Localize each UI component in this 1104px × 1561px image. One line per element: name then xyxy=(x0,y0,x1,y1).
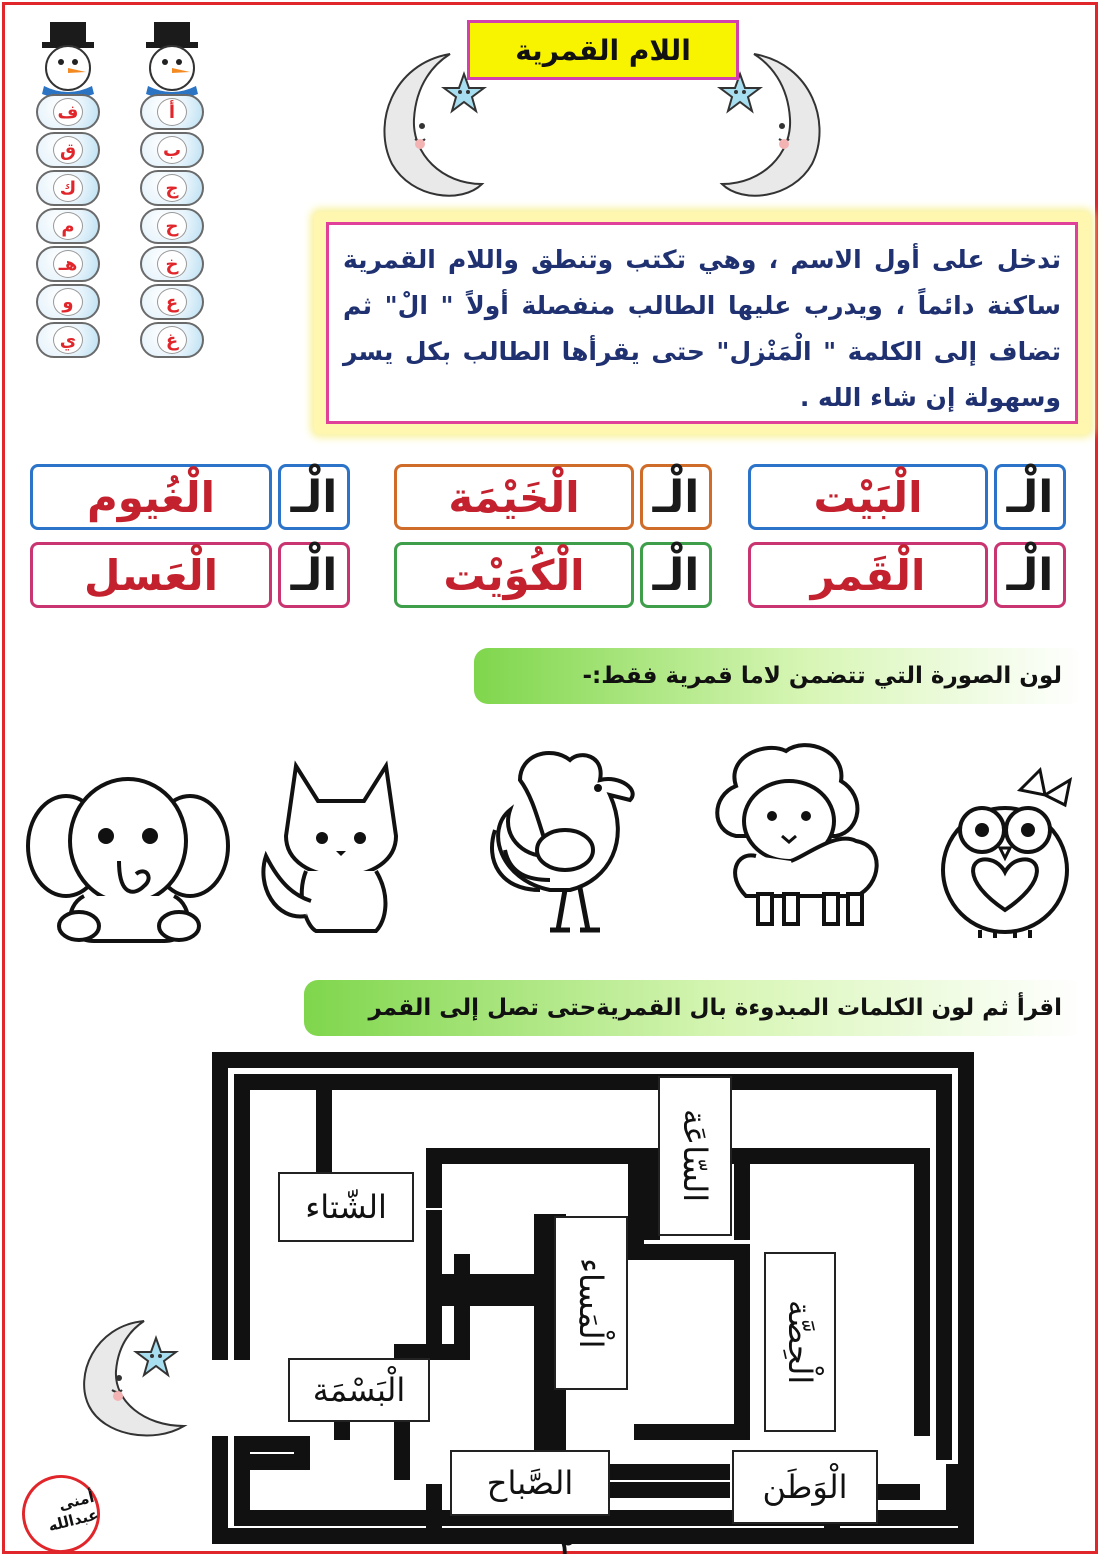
word-box: الْعَسل xyxy=(30,542,272,608)
letter: و xyxy=(53,288,83,316)
letter: ق xyxy=(53,136,83,164)
letter: ك xyxy=(53,174,83,202)
snowman-head-icon xyxy=(34,20,102,100)
info-text: تدخل على أول الاسم ، وهي تكتب وتنطق واللام القمرية ساكنة دائماً ، ويدرب عليها الطالب منفصلة أولاً " الْ" ثم تضاف إلى الكلمة " الْمَنْزل" حتى يقرأها الطالب بكل يسر وسهولة إن شاء الله . xyxy=(326,222,1078,424)
prefix-box: الْـ xyxy=(994,464,1066,530)
instruction-coloring: لون الصورة التي تتضمن لاما قمرية فقط:- xyxy=(474,648,1084,704)
letter: ح xyxy=(157,212,187,240)
maze-word-sabah[interactable]: الصَّباح xyxy=(450,1450,610,1516)
letter: ب xyxy=(157,136,187,164)
maze-word-hissa[interactable]: الْحِصَّة xyxy=(764,1252,836,1432)
letter: ج xyxy=(157,174,187,202)
snowman-right xyxy=(138,20,206,380)
word-box: الْبَيْت xyxy=(748,464,988,530)
prefix-box: الْـ xyxy=(278,542,350,608)
letter: ف xyxy=(53,98,83,126)
letter: ع xyxy=(157,288,187,316)
letter: أ xyxy=(157,98,187,126)
rooster-icon[interactable] xyxy=(480,740,670,936)
letter: ي xyxy=(53,326,83,354)
maze-word-shitaa[interactable]: الشّتاء xyxy=(278,1172,414,1242)
prefix-box: الْـ xyxy=(640,542,712,608)
elephant-icon[interactable] xyxy=(24,766,234,946)
prefix-box: الْـ xyxy=(994,542,1066,608)
letter: م xyxy=(53,212,83,240)
word-box: الْكُوَيْت xyxy=(394,542,634,608)
maze-word-masaa[interactable]: الْمَساء xyxy=(554,1216,628,1390)
page-number: ٢ xyxy=(560,1535,574,1560)
moon-goal-icon[interactable] xyxy=(74,1316,204,1446)
maze-word-saaa[interactable]: السّاعَة xyxy=(658,1076,732,1236)
prefix-box: الْـ xyxy=(278,464,350,530)
maze-word-basma[interactable]: الْبَسْمَة xyxy=(288,1358,430,1422)
letter: هـ xyxy=(53,250,83,278)
snowman-left xyxy=(34,20,102,380)
author-stamp: أمنى عبدالله xyxy=(14,1467,109,1561)
prefix-box: الْـ xyxy=(640,464,712,530)
word-box: الْغُيوم xyxy=(30,464,272,530)
word-box: الْقَمر xyxy=(748,542,988,608)
snowman-head-icon xyxy=(138,20,206,100)
page-title: اللام القمرية xyxy=(467,20,739,80)
letter: غ xyxy=(157,326,187,354)
letter: خ xyxy=(157,250,187,278)
sheep-icon[interactable] xyxy=(696,736,892,930)
instruction-maze: اقرأ ثم لون الكلمات المبدوءة بال القمريةحتى تصل إلى القمر xyxy=(304,980,1084,1036)
owl-icon[interactable] xyxy=(920,760,1090,940)
fox-icon[interactable] xyxy=(256,756,422,936)
maze-word-watan[interactable]: الْوَطَن xyxy=(732,1450,878,1524)
word-box: الْخَيْمَة xyxy=(394,464,634,530)
